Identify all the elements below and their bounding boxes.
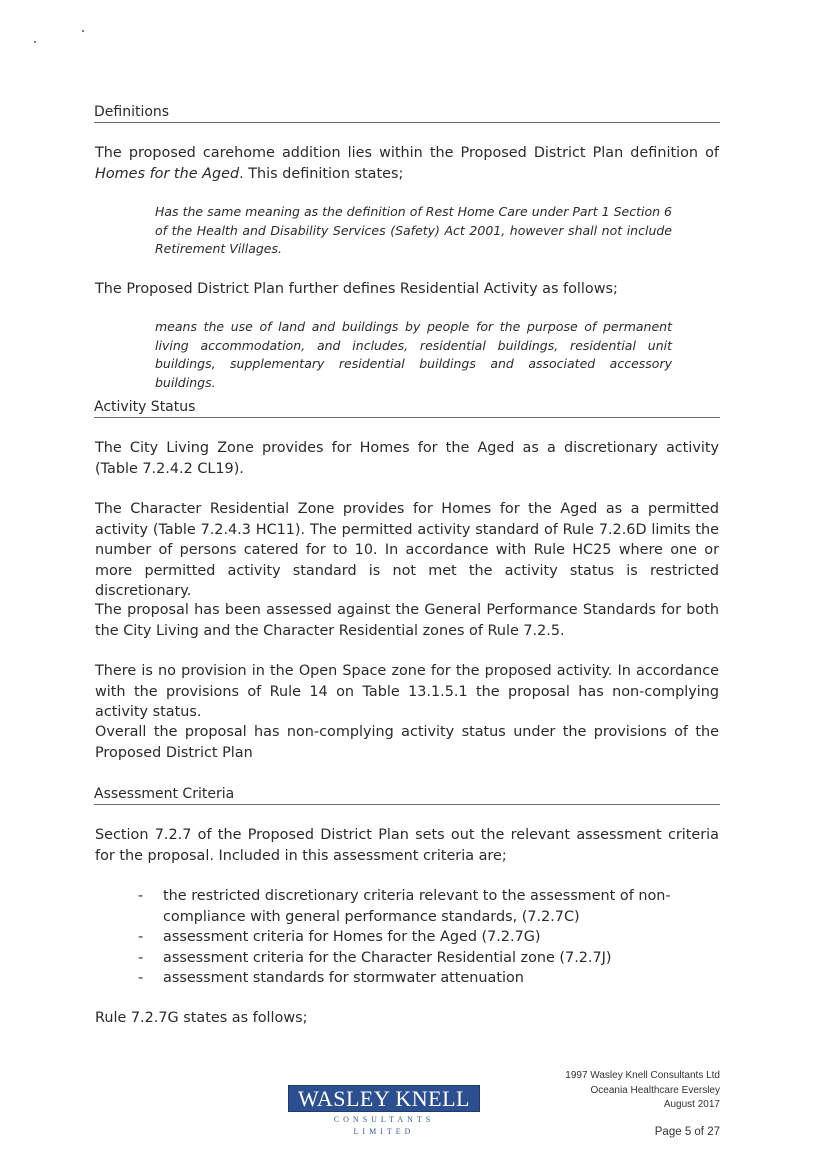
definition-quote-rest-home: Has the same meaning as the definition of Rest Home Care under Part 1 Section 6 of the Health and Disability Services (Safety) Act 2001, however shall not include Retirement Villages. <box>155 204 672 256</box>
logo-wordmark: WASLEY KNELL <box>288 1085 480 1112</box>
homes-for-the-aged-term: Homes for the Aged <box>95 165 240 182</box>
scan-speck <box>82 30 84 32</box>
definitions-p1-text: The proposed carehome addition lies within the Proposed District Plan definition of <box>95 145 719 161</box>
company-logo <box>288 1085 480 1136</box>
definitions-paragraph-2: The Proposed District Plan further defines Residential Activity as follows; <box>95 281 618 297</box>
list-item <box>138 968 720 989</box>
list-item-text: the restricted discretionary criteria relevant to the assessment of non-compliance with general performance standards, (7.2.7C) <box>163 888 671 925</box>
footer-copyright: 1997 Wasley Knell Consultants Ltd <box>565 1070 720 1081</box>
page-number: Page 5 of 27 <box>654 1126 720 1138</box>
bullet-dash: - <box>138 949 144 966</box>
assessment-criteria-list <box>138 886 720 989</box>
footer-info <box>500 1069 720 1113</box>
bullet-dash: - <box>138 970 144 986</box>
bullet-dash: - <box>138 888 144 904</box>
list-item-text: assessment standards for stormwater attenuation <box>163 970 524 986</box>
definitions-paragraph-1 <box>95 143 719 184</box>
list-item <box>138 886 720 927</box>
footer-project: Oceania Healthcare Eversley <box>590 1084 720 1096</box>
activity-status-paragraph-5: Overall the proposal has non-complying activity status under the provisions of the Proposed District Plan <box>95 724 719 761</box>
definitions-p1-tail: . This definition states; <box>239 165 404 182</box>
bullet-dash: - <box>138 929 144 945</box>
list-item-text: assessment criteria for Homes for the Aged (7.2.7G) <box>163 929 541 945</box>
definition-quote-residential: means the use of land and buildings by people for the purpose of permanent living accommodation, and includes, residential buildings, residential unit buildings, supplementary residential buildings and associated accessory buildings. <box>155 319 672 390</box>
definitions-heading: Definitions <box>94 103 720 123</box>
logo-subtitle-consultants: CONSULTANTS <box>333 1115 435 1124</box>
list-item <box>138 927 720 948</box>
list-item-text: assessment criteria for the Character Residential zone (7.2.7J) <box>163 949 612 966</box>
activity-status-heading: Activity Status <box>94 398 720 418</box>
activity-status-paragraph-1: The City Living Zone provides for Homes for the Aged as a discretionary activity (Table 7.2.4.2 CL19). <box>95 440 719 477</box>
activity-status-paragraph-4: There is no provision in the Open Space zone for the proposed activity. In accordance with the provisions of Rule 14 on Table 13.1.5.1 the proposal has non-complying activity status. <box>95 663 719 720</box>
assessment-criteria-heading: Assessment Criteria <box>94 785 720 805</box>
list-item <box>138 948 720 969</box>
assessment-paragraph-2: Rule 7.2.7G states as follows; <box>95 1010 308 1026</box>
footer-date: August 2017 <box>663 1099 720 1110</box>
activity-status-paragraph-2: The Character Residential Zone provides for Homes for the Aged as a permitted activity (Table 7.2.4.3 HC11). The permitted activity standard of Rule 7.2.6D limits the number of persons catered for to 10. In accordance with Rule HC25 where one or more permitted activity standard is not met the activity status is restricted discretionary. <box>95 501 719 599</box>
scan-speck <box>34 41 36 43</box>
logo-subtitle-limited: LIMITED <box>353 1127 415 1136</box>
activity-status-paragraph-3: The proposal has been assessed against the General Performance Standards for both the City Living and the Character Residential zones of Rule 7.2.5. <box>95 602 719 639</box>
assessment-paragraph-1: Section 7.2.7 of the Proposed District Plan sets out the relevant assessment criteria for the proposal. Included in this assessment criteria are; <box>95 827 719 864</box>
